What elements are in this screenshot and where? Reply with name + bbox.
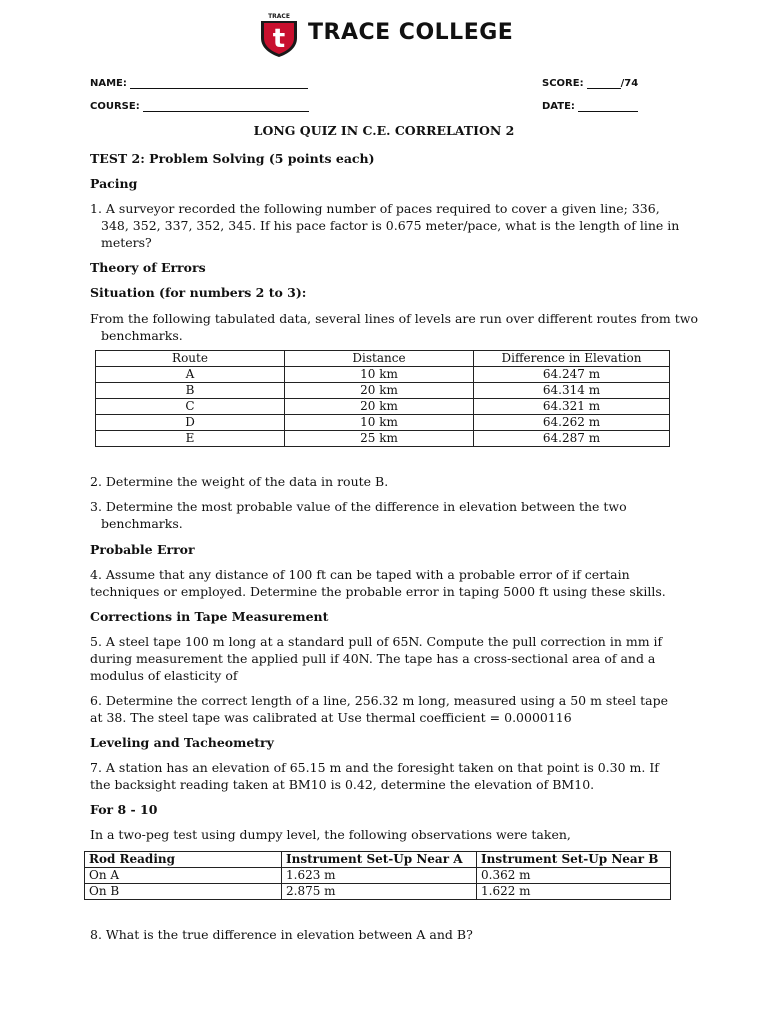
table-cell: 64.287 m [474,431,670,447]
section-theory-of-errors: Theory of Errors [90,260,206,275]
table-row [85,884,671,900]
table-cell: 20 km [285,399,474,415]
score-total: /74 [620,78,639,89]
test-heading: TEST 2: Problem Solving (5 points each) [90,151,375,166]
table-cell: 1.623 m [282,868,477,884]
name-field [90,78,308,89]
name-label: NAME: [90,78,127,89]
section-situation: Situation (for numbers 2 to 3): [90,285,307,300]
two-peg-table-header [85,852,671,868]
question-7: 7. A station has an elevation of 65.15 m and the foresight taken on that point is 0.30 m. If the backsight reading taken at BM10 is 0.42, determine the elevation of BM10. [90,760,659,792]
table-cell: 64.314 m [474,383,670,399]
question-3: 3. Determine the most probable value of the difference in elevation between the two benchmarks. [90,499,627,531]
college-name: TRACE COLLEGE [308,20,514,45]
header-cell: Instrument Set-Up Near B [477,852,671,868]
section-corrections: Corrections in Tape Measurement [90,609,329,624]
table-cell: 64.262 m [474,415,670,431]
header-cell: Route [96,351,285,367]
section-probable-error: Probable Error [90,542,195,557]
question-5: 5. A steel tape 100 m long at a standard pull of 65N. Compute the pull correction in mm if during measurement the applied pull if 40N. The tape has a cross-sectional area of and a modulus of elasticity of [90,634,663,683]
date-field [542,101,638,112]
table-row [85,868,671,884]
table-row [96,383,670,399]
question-1: 1. A surveyor recorded the following number of paces required to cover a given line; 336, 348, 352, 337, 352, 345. If his pace factor is 0.675 meter/pace, what is the length of line in meters? [90,201,680,250]
table-cell: 20 km [285,383,474,399]
table-row [96,431,670,447]
routes-table [95,350,670,447]
header-cell: Difference in Elevation [474,351,670,367]
routes-table-header [96,351,670,367]
two-peg-table [84,851,671,900]
trace-college-logo [256,12,302,58]
table-cell: 2.875 m [282,884,477,900]
table-cell: On B [85,884,282,900]
name-blank[interactable] [130,78,308,89]
quiz-title: LONG QUIZ IN C.E. CORRELATION 2 [253,123,515,138]
course-field [90,101,309,112]
table-cell: D [96,415,285,431]
table-row [96,367,670,383]
table-cell: 64.247 m [474,367,670,383]
question-2: 2. Determine the weight of the data in route B. [90,474,389,489]
date-label: DATE: [542,101,575,112]
table-cell: 25 km [285,431,474,447]
table-cell: 0.362 m [477,868,671,884]
course-blank[interactable] [143,101,309,112]
table-row [96,399,670,415]
question-8: 8. What is the true difference in elevation between A and B? [90,927,473,942]
score-field [542,78,638,89]
table-cell: A [96,367,285,383]
logo-letter: t [272,24,286,54]
header-cell: Distance [285,351,474,367]
score-label: SCORE: [542,78,584,89]
score-blank[interactable] [587,78,621,89]
logo-top-text: TRACE [268,13,290,20]
two-peg-text: In a two-peg test using dumpy level, the following observations were taken, [90,827,571,842]
section-leveling: Leveling and Tacheometry [90,735,274,750]
question-4: 4. Assume that any distance of 100 ft can be taped with a probable error of if certain techniques or employed. Determine the probable error in taping 5000 ft using these skills. [90,567,666,599]
table-cell: 10 km [285,367,474,383]
table-cell: C [96,399,285,415]
table-cell: On A [85,868,282,884]
situation-text: From the following tabulated data, several lines of levels are run over different routes from two benchmarks. [90,311,699,343]
table-cell: 10 km [285,415,474,431]
header-cell: Rod Reading [85,852,282,868]
section-pacing: Pacing [90,176,138,191]
course-label: COURSE: [90,101,140,112]
question-6: 6. Determine the correct length of a line, 256.32 m long, measured using a 50 m steel tape at 38. The steel tape was calibrated at Use thermal coefficient = 0.0000116 [90,693,669,725]
table-cell: 64.321 m [474,399,670,415]
table-cell: B [96,383,285,399]
table-row [96,415,670,431]
date-blank[interactable] [578,101,638,112]
section-for-8-10: For 8 - 10 [90,802,158,817]
table-cell: E [96,431,285,447]
header-cell: Instrument Set-Up Near A [282,852,477,868]
table-cell: 1.622 m [477,884,671,900]
